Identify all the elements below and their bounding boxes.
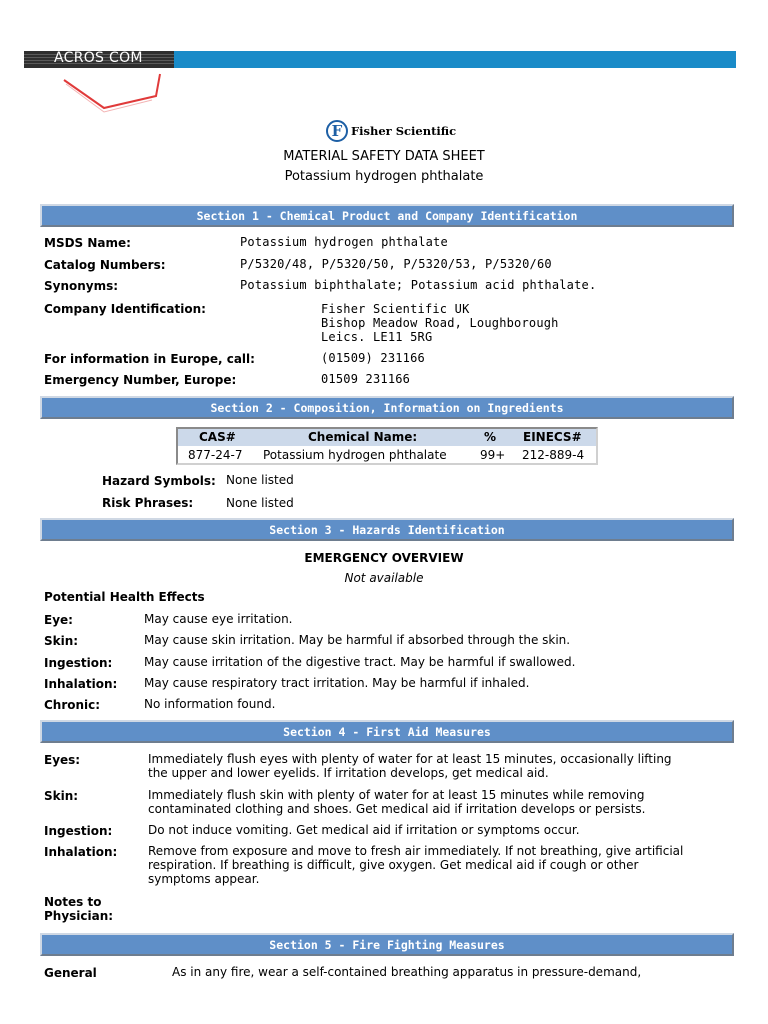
europe-info-label: For information in Europe, call: (44, 352, 255, 366)
synonyms-value: Potassium biphthalate; Potassium acid phthalate. (240, 278, 597, 292)
hazard-symbols-label: Hazard Symbols: (102, 474, 216, 488)
product-name-title: Potassium hydrogen phthalate (284, 169, 484, 184)
table-header-cas: CAS# (199, 430, 236, 444)
msds-name-value: Potassium hydrogen phthalate (240, 235, 448, 249)
section-3-header: Section 3 - Hazards Identification (40, 518, 734, 541)
notes-to-physician-label: Physician: (44, 909, 114, 923)
company-address-line: Leics. LE11 5RG (321, 330, 433, 344)
acros-banner (24, 40, 736, 68)
risk-phrases-value: None listed (226, 496, 294, 510)
fire-general-label: General (44, 966, 97, 980)
first-aid-skin-line: Immediately flush skin with plenty of water for at least 15 minutes while removing (148, 788, 645, 802)
potential-health-effects-title: Potential Health Effects (44, 590, 205, 604)
section-2-header: Section 2 - Composition, Information on Ingredients (40, 396, 734, 419)
emergency-number-label: Emergency Number, Europe: (44, 373, 237, 387)
hazard-symbols-value: None listed (226, 473, 294, 487)
company-address-line: Bishop Meadow Road, Loughborough (321, 316, 559, 330)
emergency-overview-title: EMERGENCY OVERVIEW (304, 551, 464, 565)
skin-label: Skin: (44, 634, 79, 648)
europe-info-value: (01509) 231166 (321, 351, 425, 365)
company-name: Fisher Scientific UK (321, 302, 470, 316)
emergency-number-value: 01509 231166 (321, 372, 411, 386)
notes-to-physician-label: Notes to (44, 895, 102, 909)
fisher-scientific-logo (326, 117, 456, 145)
table-header-percent: % (484, 430, 497, 444)
first-aid-eyes-line: Immediately flush eyes with plenty of water for at least 15 minutes, occasionally lifting (148, 752, 672, 766)
document-title: MATERIAL SAFETY DATA SHEET (283, 149, 485, 164)
emergency-overview-value: Not available (344, 571, 424, 585)
section-5-header: Section 5 - Fire Fighting Measures (40, 933, 734, 956)
msds-name-label: MSDS Name: (44, 236, 131, 250)
acros-swoosh-icon (60, 66, 170, 116)
eye-value: May cause eye irritation. (144, 612, 293, 626)
ingestion-value: May cause irritation of the digestive tract. May be harmful if swallowed. (144, 655, 576, 669)
table-cell-einecs: 212-889-4 (522, 448, 585, 462)
fisher-logo-text: Fisher Scientific (351, 124, 457, 138)
catalog-numbers-label: Catalog Numbers: (44, 258, 166, 272)
first-aid-inhalation-line: Remove from exposure and move to fresh air immediately. If not breathing, give artificial (148, 844, 684, 858)
synonyms-label: Synonyms: (44, 279, 119, 293)
table-cell-percent: 99+ (480, 448, 506, 462)
inhalation-label: Inhalation: (44, 677, 118, 691)
inhalation-value: May cause respiratory tract irritation. May be harmful if inhaled. (144, 676, 530, 690)
first-aid-ingestion-value: Do not induce vomiting. Get medical aid if irritation or symptoms occur. (148, 823, 580, 837)
section-4-header: Section 4 - First Aid Measures (40, 720, 734, 743)
first-aid-inhalation-line: symptoms appear. (148, 872, 260, 886)
catalog-numbers-value: P/5320/48, P/5320/50, P/5320/53, P/5320/60 (240, 257, 552, 271)
ingestion-label: Ingestion: (44, 656, 113, 670)
section-1-header: Section 1 - Chemical Product and Company Identification (40, 204, 734, 227)
first-aid-ingestion-label: Ingestion: (44, 824, 113, 838)
risk-phrases-label: Risk Phrases: (102, 496, 194, 510)
table-cell-cas: 877-24-7 (188, 448, 243, 462)
eye-label: Eye: (44, 613, 73, 627)
first-aid-skin-line: contaminated clothing and shoes. Get medical aid if irritation develops or persists. (148, 802, 646, 816)
fire-general-value: As in any fire, wear a self-contained breathing apparatus in pressure-demand, (172, 965, 642, 979)
chronic-value: No information found. (144, 697, 276, 711)
first-aid-inhalation-line: respiration. If breathing is difficult, give oxygen. Get medical aid if cough or other (148, 858, 639, 872)
ingredients-table (176, 427, 598, 465)
skin-value: May cause skin irritation. May be harmful if absorbed through the skin. (144, 633, 571, 647)
company-identification-label: Company Identification: (44, 302, 206, 316)
acros-logo: ACROS COM (54, 50, 143, 66)
first-aid-eyes-line: the upper and lower eyelids. If irritation develops, get medical aid. (148, 766, 549, 780)
first-aid-skin-label: Skin: (44, 789, 79, 803)
table-header-chemical-name: Chemical Name: (308, 430, 418, 444)
first-aid-eyes-label: Eyes: (44, 753, 81, 767)
fisher-logo-icon: F (326, 120, 348, 142)
chronic-label: Chronic: (44, 698, 101, 712)
table-header-einecs: EINECS# (523, 430, 582, 444)
first-aid-inhalation-label: Inhalation: (44, 845, 118, 859)
table-cell-chemical-name: Potassium hydrogen phthalate (263, 448, 447, 462)
